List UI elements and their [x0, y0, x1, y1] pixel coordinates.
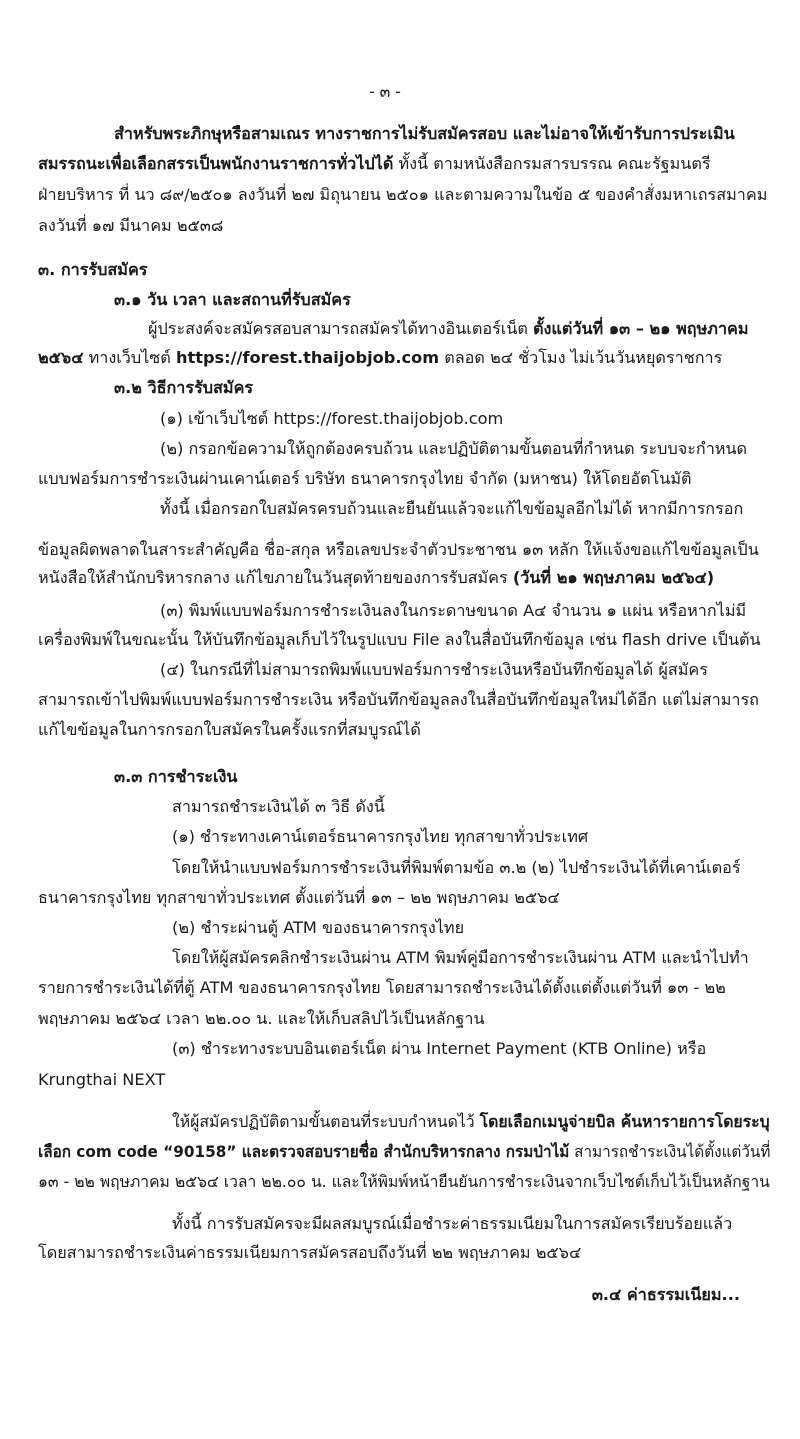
s33-method-2-line-4: พฤษภาคม ๒๕๖๔ เวลา ๒๒.๐๐ น. และให้เก็บสลิปไว้เป็นหลักฐาน: [38, 1009, 485, 1028]
s33-method-1: (๑) ชำระทางเคาน์เตอร์ธนาคารกรุงไทย ทุกสาขาทั่วประเทศ: [172, 827, 589, 846]
s32-deadline: (วันที่ ๒๑ พฤษภาคม ๒๕๖๔): [512, 568, 715, 587]
s33-method-1-line-2: โดยให้นำแบบฟอร์มการชำระเงินที่พิมพ์ตามข้อ ๓.๒ (๒) ไปชำระเงินได้ที่เคาน์เตอร์: [172, 858, 741, 877]
s31-year: ๒๕๖๔: [38, 348, 84, 367]
s32-item-1: (๑) เข้าเว็บไซต์ https://forest.thaijobjob.com: [160, 409, 504, 428]
s33-method-3-line-1: (๓) ชำระทางระบบอินเตอร์เน็ต ผ่าน Internet Payment (KTB Online) หรือ: [172, 1039, 707, 1058]
s33-intro: สามารถชำระเงินได้ ๓ วิธี ดังนี้: [172, 797, 385, 816]
s31-hours: ตลอด ๒๔ ชั่วโมง ไม่เว้นวันหยุดราชการ: [439, 348, 723, 367]
s31-line-2: [38, 346, 722, 370]
s33-method-2-line-3: รายการชำระเงินได้ที่ตู้ ATM ของธนาคารกรุงไทย โดยสามารถชำระเงินได้ตั้งแต่ตั้งแต่วันที่ ๑๓ - ๒๒: [38, 978, 726, 997]
s32-item-4-line-2: สามารถเข้าไปพิมพ์แบบฟอร์มการชำระเงิน หรือบันทึกข้อมูลลงในสื่อบันทึกข้อมูลใหม่ได้อีก แต่ไม่สามารถ: [38, 690, 759, 709]
s33-method-3-line-3-text: ให้ผู้สมัครปฏิบัติตามขั้นตอนที่ระบบกำหนดไว้: [172, 1112, 480, 1131]
intro-line-2: [38, 152, 711, 176]
s31-date-range: ตั้งแต่วันที่ ๑๓ – ๒๑ พฤษภาคม: [533, 319, 749, 338]
intro-line-2-bold: สมรรถนะเพื่อเลือกสรรเป็นพนักงานราชการทั่วไปได้: [38, 154, 394, 173]
s33-method-1-line-3: ธนาคารกรุงไทย ทุกสาขาทั่วประเทศ ตั้งแต่วันที่ ๑๓ – ๒๒ พฤษภาคม ๒๕๖๔: [38, 888, 560, 907]
s31-website-url: https://forest.thaijobjob.com: [175, 348, 440, 367]
s32-item-4-line-1: (๔) ในกรณีที่ไม่สามารถพิมพ์แบบฟอร์มการชำระเงินหรือบันทึกข้อมูลได้ ผู้สมัคร: [160, 660, 708, 679]
s32-note-line-2: ข้อมูลผิดพลาดในสาระสำคัญคือ ชื่อ-สกุล หรือเลขประจำตัวประชาชน ๑๓ หลัก ให้แจ้งขอแก้ไขข้อมูลเป็น: [38, 540, 759, 559]
subsection-3-2-heading: ๓.๒ วิธีการรับสมัคร: [114, 378, 254, 397]
intro-line-3: ฝ่ายบริหาร ที่ นว ๘๙/๒๕๐๑ ลงวันที่ ๒๗ มิถุนายน ๒๕๐๑ และตามความในข้อ ๕ ของคำสั่งมหาเถรสมาคม: [38, 185, 768, 204]
intro-line-4: ลงวันที่ ๑๗ มีนาคม ๒๕๓๘: [38, 216, 224, 235]
s33-com-code: เลือก com code “90158” และตรวจสอบรายชื่อ สำนักบริหารกลาง กรมป่าไม้: [38, 1142, 570, 1161]
s32-item-3-line-1: (๓) พิมพ์แบบฟอร์มการชำระเงินลงในกระดาษขนาด A๔ จำนวน ๑ แผ่น หรือหากไม่มี: [160, 601, 747, 620]
intro-line-1: สำหรับพระภิกษุหรือสามเณร ทางราชการไม่รับสมัครสอบ และไม่อาจให้เข้ารับการประเมิน: [114, 124, 735, 143]
s31-website-label: ทางเว็บไซต์: [83, 348, 176, 367]
continuation-marker: ๓.๔ ค่าธรรมเนียม...: [591, 1285, 740, 1304]
s33-method-3-line-2: Krungthai NEXT: [38, 1070, 166, 1089]
s32-item-2-line-1: (๒) กรอกข้อความให้ถูกต้องครบถ้วน และปฏิบัติตามขั้นตอนที่กำหนด ระบบจะกำหนด: [160, 439, 748, 458]
s33-method-2-line-2: โดยให้ผู้สมัครคลิกชำระเงินผ่าน ATM พิมพ์คู่มือการชำระเงินผ่าน ATM และนำไปทำ: [172, 948, 749, 967]
s32-item-3-line-2: เครื่องพิมพ์ในขณะนั้น ให้บันทึกข้อมูลเก็บไว้ในรูปแบบ File ลงในสื่อบันทึกข้อมูล เช่น flash drive เป็นต้น: [38, 630, 761, 649]
s32-note-line-3-text: หนังสือให้สำนักบริหารกลาง แก้ไขภายในวันสุดท้ายของการรับสมัคร: [38, 568, 513, 587]
s31-line-1: [148, 317, 749, 341]
page-number: - ๓ -: [369, 82, 401, 101]
s33-method-2: (๒) ชำระผ่านตู้ ATM ของธนาคารกรุงไทย: [172, 918, 465, 937]
subsection-3-1-heading: ๓.๑ วัน เวลา และสถานที่รับสมัคร: [114, 290, 351, 309]
s33-method-3-line-5: ๑๓ - ๒๒ พฤษภาคม ๒๕๖๔ เวลา ๒๒.๐๐ น. และให้พิมพ์หน้ายืนยันการชำระเงินจากเว็บไซต์เก็บไว้เป็นหลักฐาน: [38, 1172, 770, 1191]
s31-line-1-text: ผู้ประสงค์จะสมัครสอบสามารถสมัครได้ทางอินเตอร์เน็ต: [148, 319, 534, 338]
s33-method-3-line-4: [38, 1140, 770, 1164]
s32-item-2-line-2: แบบฟอร์มการชำระเงินผ่านเคาน์เตอร์ บริษัท ธนาคารกรุงไทย จำกัด (มหาชน) ให้โดยอัตโนมัติ: [38, 469, 692, 488]
s33-note-line-2: โดยสามารถชำระเงินค่าธรรมเนียมการสมัครสอบถึงวันที่ ๒๒ พฤษภาคม ๒๕๖๔: [38, 1243, 582, 1262]
s32-item-4-line-3: แก้ไขข้อมูลในการกรอกใบสมัครในครั้งแรกที่สมบูรณ์ได้: [38, 720, 421, 739]
section-3-heading: ๓. การรับสมัคร: [38, 260, 148, 279]
subsection-3-3-heading: ๓.๓ การชำระเงิน: [114, 767, 238, 786]
s33-note-line-1: ทั้งนี้ การรับสมัครจะมีผลสมบูรณ์เมื่อชำระค่าธรรมเนียมในการสมัครเรียบร้อยแล้ว: [172, 1214, 733, 1233]
s32-note-line-3: [38, 566, 714, 590]
s33-method-3-line-4-text: สามารถชำระเงินได้ตั้งแต่วันที่: [569, 1142, 771, 1161]
s33-method-3-line-3: [172, 1110, 770, 1134]
s33-method-3-menu: โดยเลือกเมนูจ่ายบิล ค้นหารายการโดยระบุ: [479, 1112, 770, 1131]
s32-note-line-1: ทั้งนี้ เมื่อกรอกใบสมัครครบถ้วนและยืนยันแล้วจะแก้ไขข้อมูลอีกไม่ได้ หากมีการกรอก: [160, 499, 744, 518]
intro-line-2-rest: ทั้งนี้ ตามหนังสือกรมสารบรรณ คณะรัฐมนตรี: [393, 154, 711, 173]
